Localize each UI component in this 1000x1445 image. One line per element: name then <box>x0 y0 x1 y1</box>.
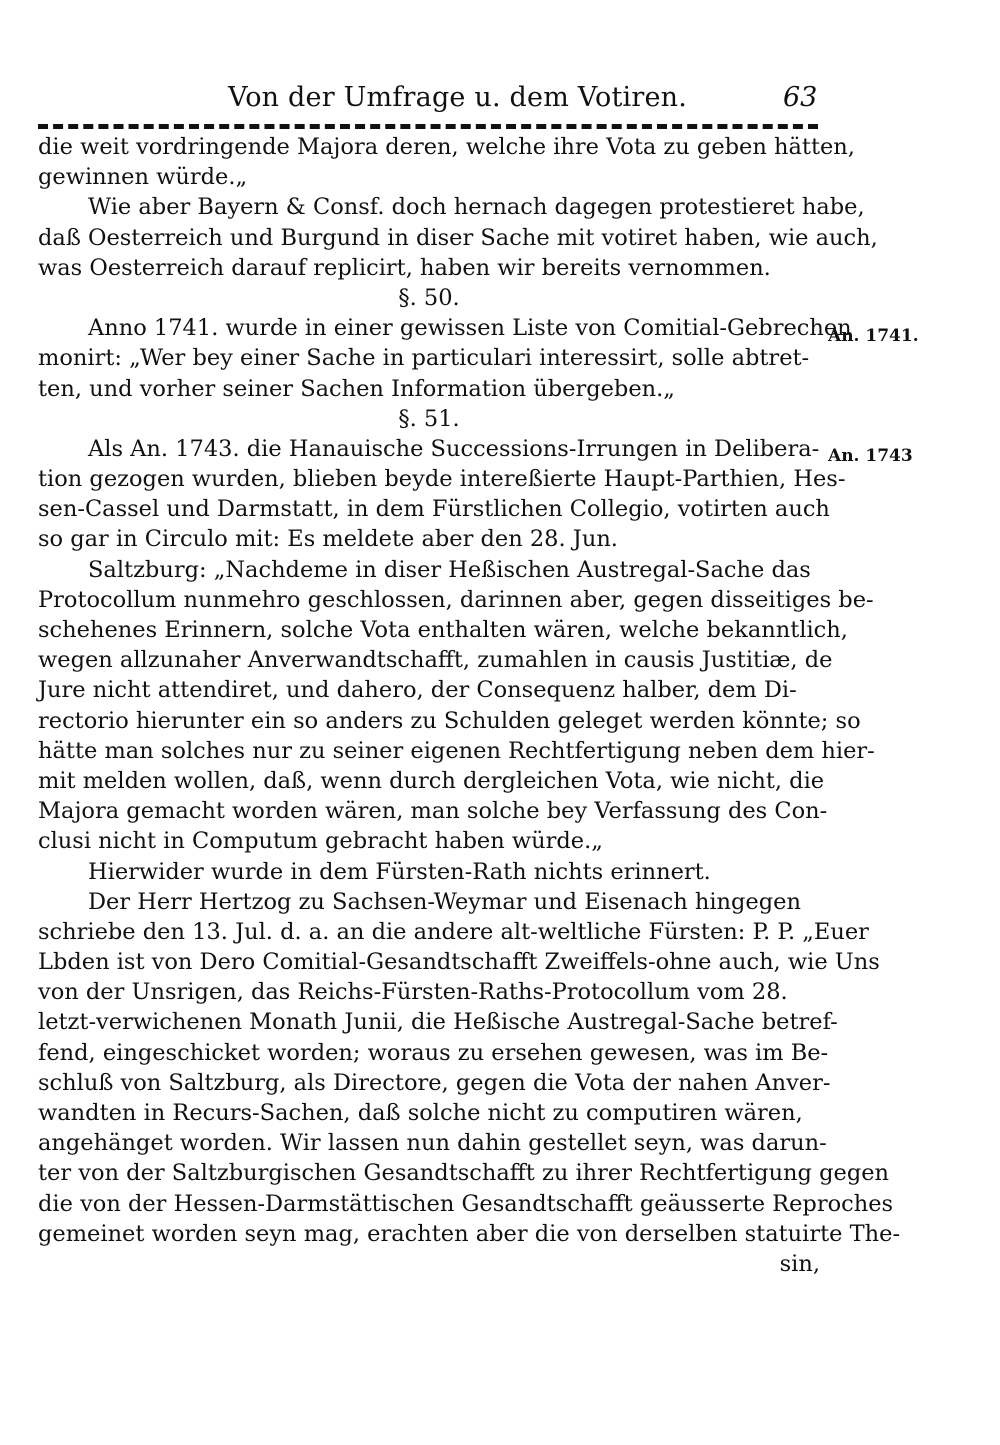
text-line: clusi nicht in Computum gebracht haben würde.„ <box>38 828 603 855</box>
text-line: wegen allzunaher Anverwandtschafft, zumahlen in causis Justitiæ, de <box>38 647 833 674</box>
running-title: Von der Umfrage u. dem Votiren. <box>228 82 688 113</box>
text-line: so gar in Circulo mit: Es meldete aber den 28. Jun. <box>38 526 618 553</box>
text-line: schluß von Saltzburg, als Directore, gegen die Vota der nahen Anver- <box>38 1069 831 1096</box>
catchword: sin, <box>779 1250 820 1277</box>
text-line: monirt: „Wer bey einer Sache in particulari interessirt, solle abtret- <box>38 345 810 372</box>
text-line: die weit vordringende Majora deren, welche ihre Vota zu geben hätten, <box>38 134 855 160</box>
text-line: gewinnen würde.„ <box>38 164 248 191</box>
text-line: schehenes Erinnern, solche Vota enthalten wären, welche bekanntlich, <box>38 617 848 643</box>
margin-note-1743: An. 1743 <box>828 446 913 466</box>
header-rule <box>38 124 818 129</box>
paragraph-start: Hierwider wurde in dem Fürsten-Rath nichts erinnert. <box>88 858 711 885</box>
text-line: mit melden wollen, daß, wenn durch dergleichen Vota, wie nicht, die <box>38 767 825 794</box>
text-line: die von der Hessen-Darmstättischen Gesandtschafft geäusserte Reproches <box>38 1190 894 1217</box>
paragraph-start: Anno 1741. wurde in einer gewissen Liste von Comitial-Gebrechen <box>88 315 852 342</box>
text-line: hätte man solches nur zu seiner eigenen Rechtfertigung neben dem hier- <box>38 737 875 764</box>
text-line: Lbden ist von Dero Comitial-Gesandtschafft Zweiffels-ohne auch, wie Uns <box>38 949 880 976</box>
paragraph-start: Saltzburg: „Nachdeme in diser Heßischen Austregal-Sache das <box>88 556 811 583</box>
paragraph-start: Der Herr Hertzog zu Sachsen-Weymar und Eisenach hingegen <box>88 888 801 915</box>
running-header <box>38 60 818 120</box>
paragraph-start: Wie aber Bayern & Consf. doch hernach dagegen protestieret habe, <box>88 194 865 221</box>
text-line: sen-Cassel und Darmstatt, in dem Fürstlichen Collegio, votirten auch <box>38 496 830 523</box>
text-line: von der Unsrigen, das Reichs-Fürsten-Raths-Protocollum vom 28. <box>38 979 788 1006</box>
text-line: Protocollum nunmehro geschlossen, darinnen aber, gegen disseitiges be- <box>38 586 874 613</box>
text-line: schriebe den 13. Jul. d. a. an die andere alt-weltliche Fürsten: P. P. „Euer <box>38 918 869 945</box>
text-line: Jure nicht attendiret, und dahero, der Consequenz halber, dem Di- <box>38 677 797 704</box>
paragraph-start: Als An. 1743. die Hanauische Successions-Irrungen in Delibera- <box>88 435 820 462</box>
text-line: was Oesterreich darauf replicirt, haben wir bereits vernommen. <box>38 254 771 281</box>
section-heading: §. 50. <box>398 284 460 311</box>
section-heading: §. 51. <box>398 405 460 432</box>
text-line: angehänget worden. Wir lassen nun dahin gestellet seyn, was darun- <box>38 1130 827 1157</box>
text-line: letzt-verwichenen Monath Junii, die Heßische Austregal-Sache betref- <box>38 1009 838 1036</box>
text-line: gemeinet worden seyn mag, erachten aber die von derselben statuirte The- <box>38 1220 901 1247</box>
margin-note-1741: An. 1741. <box>828 326 919 346</box>
page-number: 63 <box>783 82 818 113</box>
text-line: Majora gemacht worden wären, man solche bey Verfassung des Con- <box>38 798 828 825</box>
text-line: tion gezogen wurden, blieben beyde intereßierte Haupt-Parthien, Hes- <box>38 466 846 493</box>
text-line: rectorio hierunter ein so anders zu Schulden geleget werden könnte; so <box>38 707 861 734</box>
text-line: daß Oesterreich und Burgund in diser Sache mit votiret haben, wie auch, <box>38 224 878 251</box>
text-line: fend, eingeschicket worden; woraus zu ersehen gewesen, was im Be- <box>38 1039 829 1066</box>
text-line: ten, und vorher seiner Sachen Information übergeben.„ <box>38 375 675 402</box>
text-line: ter von der Saltzburgischen Gesandtschafft zu ihrer Rechtfertigung gegen <box>38 1160 890 1187</box>
text-line: wandten in Recurs-Sachen, daß solche nicht zu computiren wären, <box>38 1100 803 1126</box>
